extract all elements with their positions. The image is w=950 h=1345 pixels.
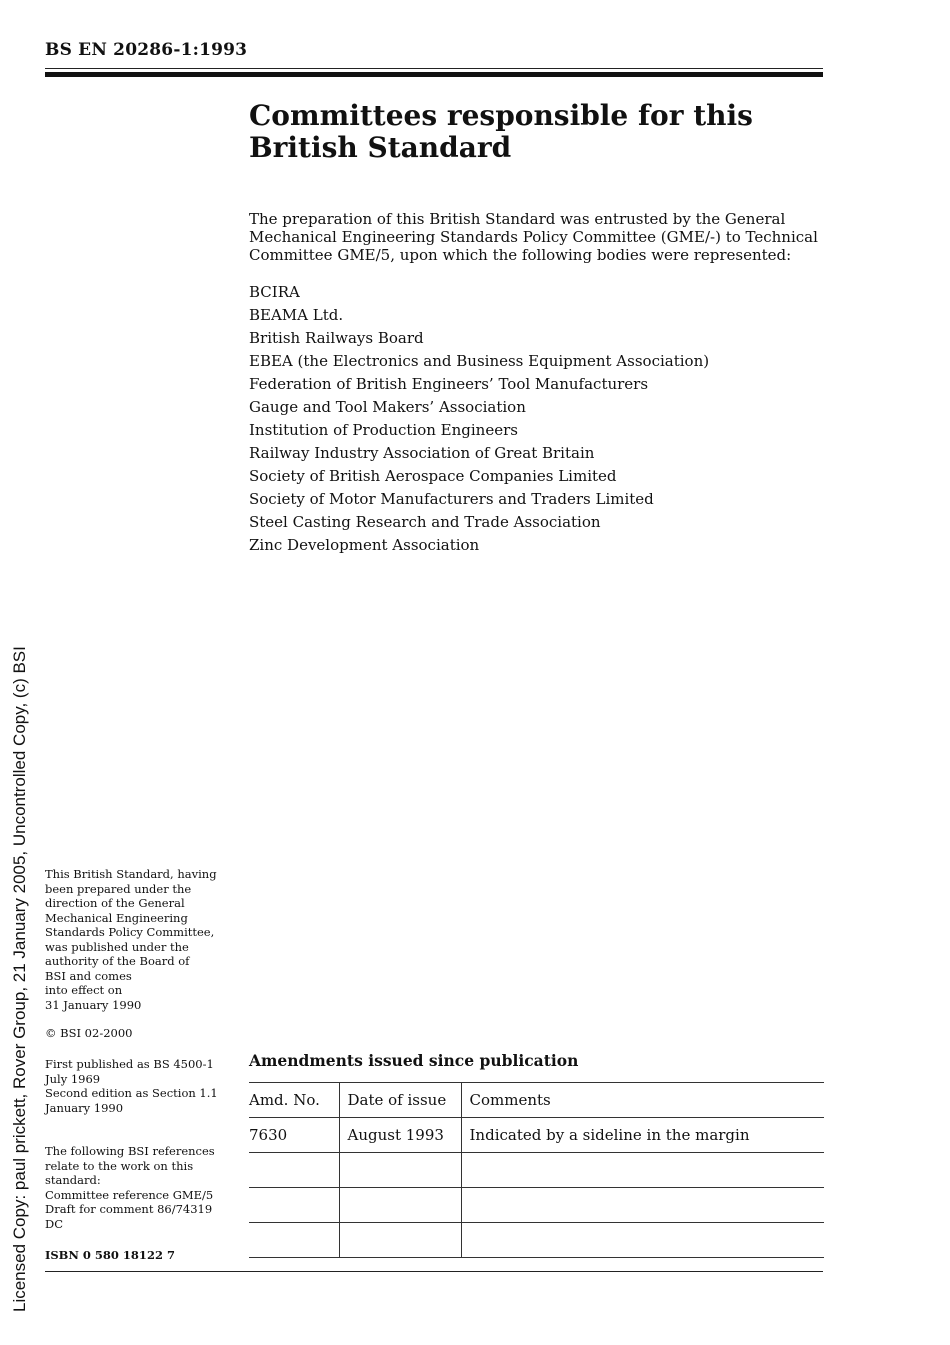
publication-note-line: Mechanical Engineering xyxy=(45,910,188,925)
represented-bodies-list xyxy=(249,281,709,557)
publication-note-line: been prepared under the xyxy=(45,881,192,896)
publication-note-line: 31 January 1990 xyxy=(45,997,142,1012)
publication-note-line: direction of the General xyxy=(45,896,185,910)
table-cell xyxy=(339,1188,461,1223)
list-item: Institution of Production Engineers xyxy=(249,421,518,439)
table-cell xyxy=(461,1153,824,1188)
column-header-date-of-issue: Date of issue xyxy=(339,1083,461,1118)
title-line-2: British Standard xyxy=(249,131,512,164)
reference-line: Committee reference GME/5 xyxy=(45,1187,214,1202)
list-item: Federation of British Engineers’ Tool Manufacturers xyxy=(249,375,649,393)
list-item: British Railways Board xyxy=(249,329,424,347)
column-header-amd-no: Amd. No. xyxy=(249,1083,339,1118)
list-item: BEAMA Ltd. xyxy=(249,306,344,324)
table-row xyxy=(249,1118,824,1153)
intro-paragraph: The preparation of this British Standard was entrusted by the General Mechanical Engineering Standards Policy Committee (GME/-) to Technical Committee GME/5, upon which the following bodies were represented: xyxy=(249,210,818,264)
list-item: Railway Industry Association of Great Britain xyxy=(249,444,595,462)
publication-note-line: authority of the Board of xyxy=(45,954,190,968)
table-cell: August 1993 xyxy=(339,1118,461,1153)
table-header-row xyxy=(249,1083,824,1118)
header-rule-thin xyxy=(45,68,823,69)
table-cell xyxy=(249,1223,339,1258)
document-id: BS EN 20286-1:1993 xyxy=(45,40,248,60)
reference-line: The following BSI references xyxy=(45,1144,215,1158)
publication-note-line: was published under the xyxy=(45,939,189,954)
page-title xyxy=(249,100,809,164)
publication-note-line: Standards Policy Committee, xyxy=(45,925,215,939)
reference-line: relate to the work on this xyxy=(45,1158,194,1173)
copyright-note: © BSI 02-2000 xyxy=(45,1026,133,1040)
list-item: Gauge and Tool Makers’ Association xyxy=(249,398,526,416)
list-item: Zinc Development Association xyxy=(249,536,480,554)
list-item: EBEA (the Electronics and Business Equipment Association) xyxy=(249,352,710,370)
table-row xyxy=(249,1153,824,1188)
table-cell xyxy=(339,1153,461,1188)
header-rule-thick xyxy=(45,72,823,77)
table-cell xyxy=(249,1188,339,1223)
title-line-1: Committees responsible for this xyxy=(249,99,753,132)
history-line: January 1990 xyxy=(45,1100,124,1115)
column-header-comments: Comments xyxy=(461,1083,824,1118)
footer-rule xyxy=(45,1271,823,1272)
list-item: Steel Casting Research and Trade Association xyxy=(249,513,601,531)
table-cell: 7630 xyxy=(249,1118,339,1153)
table-cell: Indicated by a sideline in the margin xyxy=(461,1118,824,1153)
table-row xyxy=(249,1188,824,1223)
table-cell xyxy=(249,1153,339,1188)
amendments-heading: Amendments issued since publication xyxy=(249,1051,579,1070)
table-row xyxy=(249,1223,824,1258)
reference-line: standard: xyxy=(45,1173,101,1187)
publication-note-line: This British Standard, having xyxy=(45,867,217,881)
list-item: BCIRA xyxy=(249,283,300,301)
license-watermark: Licensed Copy: paul prickett, Rover Group, 21 January 2005, Uncontrolled Copy, (c) BSI xyxy=(10,646,29,1312)
list-item: Society of Motor Manufacturers and Traders Limited xyxy=(249,490,654,508)
history-line: Second edition as Section 1.1 xyxy=(45,1086,218,1100)
amendments-table xyxy=(249,1082,824,1258)
table-cell xyxy=(461,1188,824,1223)
publication-note-line: into effect on xyxy=(45,983,123,997)
reference-line: Draft for comment 86/74319 DC xyxy=(45,1202,213,1231)
list-item: Society of British Aerospace Companies Limited xyxy=(249,467,617,485)
publication-history xyxy=(45,1057,230,1115)
isbn: ISBN 0 580 18122 7 xyxy=(45,1248,175,1262)
table-cell xyxy=(461,1223,824,1258)
publication-note xyxy=(45,867,230,1012)
history-line: First published as BS 4500-1 xyxy=(45,1057,214,1071)
history-line: July 1969 xyxy=(45,1071,101,1086)
publication-note-line: BSI and comes xyxy=(45,968,132,983)
bsi-references xyxy=(45,1144,230,1231)
table-cell xyxy=(339,1223,461,1258)
